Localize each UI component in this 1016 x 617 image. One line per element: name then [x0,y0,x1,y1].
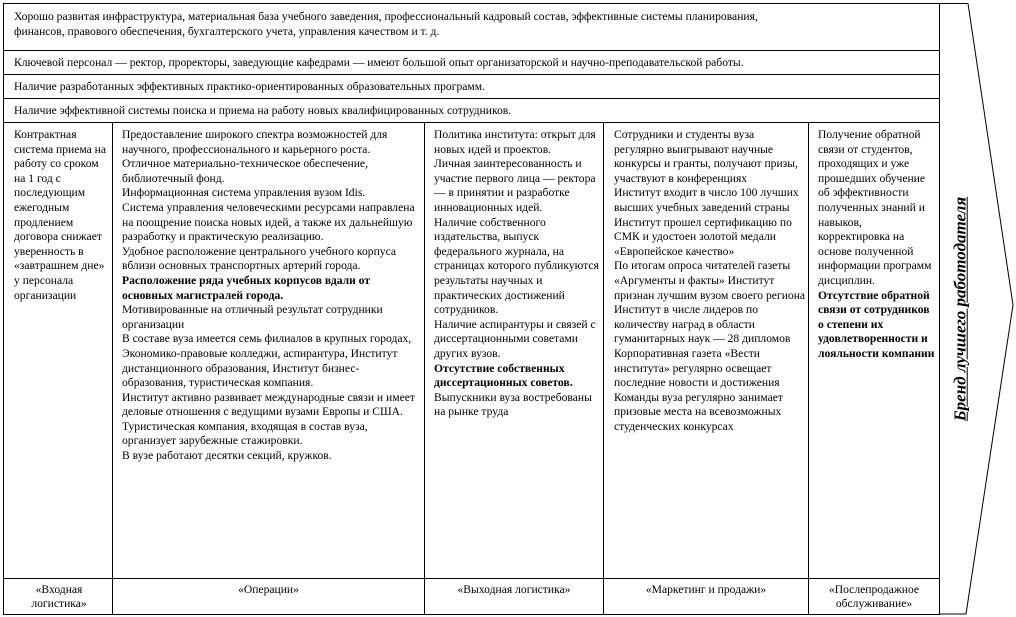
activity-item: Институт входит в число 100 лучших высших учебных заведений страны [614,186,799,214]
activity-item: Получение обратной связи от студентов, проходящих и уже прошедших обучение об эффективности полученных знаний и навыков, корректировка на основе полученной информации программ дисциплин. [818,128,932,287]
row-line: Хорошо развитая инфраструктура, материальная база учебного заведения, профессиональный кадровый состав, эффективные системы планирования, [14,10,758,23]
footer-outbound-logistics: «Выходная логистика» [457,583,571,596]
activity-item: Отличное материально-техническое обеспечение, библиотечный фонд. [122,157,368,185]
activity-item: Предоставление широкого спектра возможностей для научного, профессионального и карьерного роста. [122,128,388,156]
activity-item: Институт активно развивает международные связи и имеет деловые отношения с ведущими вузами Европы и США. [122,390,415,419]
activity-item: Удобное расположение центрального учебного корпуса вблизи основных транспортных артерий города. [122,244,397,273]
activity-item: Мотивированные на отличный результат сотрудники организации [122,303,383,331]
activity-item: Отсутствие собственных диссертационных советов. [434,361,573,390]
activity-item: Корпоративная газета «Вести института» регулярно освещает последние новости и достижения [614,346,780,390]
activity-item: Информационная система управления вузом Idis. [122,186,366,200]
activity-item: Команды вуза регулярно занимает призовые места на всевозможных студенческих конкурсах [614,390,783,433]
activity-item: Выпускники вуза востребованы на рынке труда [434,390,592,419]
activity-item: Институт в числе лидеров по количеству наград в области гуманитарных наук — 28 дипломов [614,303,791,346]
activity-item: Политика института: открыт для новых идей и проектов. [434,128,596,156]
activity-item: Личная заинтересованность и участие первого лица — ректора — в принятии и разработке инновационных идей. [434,157,596,214]
activity-item: Отсутствие обратной связи от сотрудников о степени их удовлетворенности и лояльности компании [818,288,935,360]
activity-item: Институт прошел сертификацию по СМК и удостоен золотой медали «Европейское качество» [614,215,792,258]
activity-item: Расположение ряда учебных корпусов вдали от основных магистралей города. [122,273,371,302]
row-line: Ключевой персонал — ректор, проректоры, заведующие кафедрами — имеют большой опыт организаторской и научно-преподавательской работы. [14,56,744,69]
footer-operations: «Операции» [238,583,299,596]
activity-item: Контрактная система приема на работу со сроком на 1 год с последующим ежегодным продлением договора снижает уверенность в «завтрашнем дне» у персонала организации [14,128,107,302]
footer-service: «Послепродажное обслуживание» [828,583,920,610]
activity-item: Наличие аспирантуры и связей с диссертационными советами других вузов. [434,317,596,360]
footer-marketing-sales: «Маркетинг и продажи» [645,583,767,596]
activity-item: Система управления человеческими ресурсами направлена на поощрение поиска новых идей, а также их дальнейшую разработку и практическую реализацию. [122,200,415,244]
employer-brand-label: Бренд лучшего работодателя [950,196,970,422]
activity-item: По итогам опроса читателей газеты «Аргументы и факты» Институт признан лучшим вузом своего региона [614,259,806,302]
row-line: Наличие эффективной системы поиска и приема на работу новых квалифицированных сотрудников. [14,104,512,117]
activity-item: Туристическая компания, входящая в состав вуза, организует зарубежные стажировки. [122,419,368,448]
activity-item: В составе вуза имеется семь филиалов в крупных городах, Экономико-правовые колледжи, аспирантура, Институт дистанционного образования, Институт бизнес-образования, туристическая компания. [122,332,412,390]
activity-item: Наличие собственного издательства, выпуск федерального журнала, на страницах которого публикуются результаты научных и практических достижений сотрудников. [434,215,599,317]
activity-item: Сотрудники и студенты вуза регулярно выигрывают научные конкурсы и гранты, получают призы, участвуют в конференциях [614,128,798,185]
activity-item: В вузе работают десятки секций, кружков. [122,449,332,463]
row-line: финансов, правового обеспечения, бухгалтерского учета, управления качеством и т. д. [14,24,440,38]
margin-arrow-label [950,179,972,439]
row-line: Наличие разработанных эффективных практико-ориентированных образовательных программ. [14,80,486,93]
footer-inbound-logistics: «Входная логистика» [31,583,87,610]
